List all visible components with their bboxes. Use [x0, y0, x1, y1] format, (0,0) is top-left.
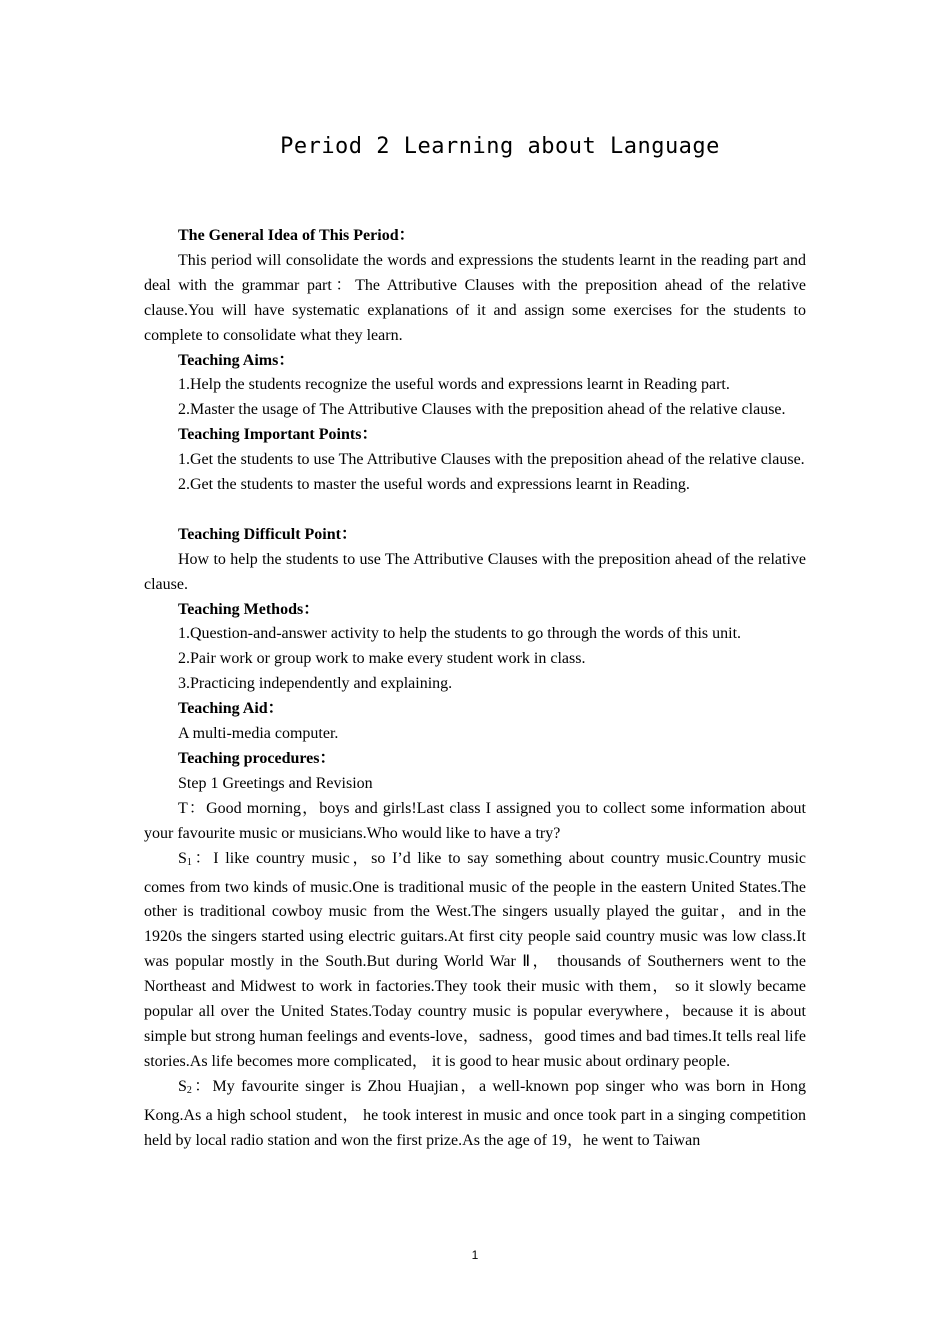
- student-2-line: $S_2$：My favourite singer is Zhou Huajian，a well-known pop singer who was born in Hong Kong.As a high school student， he took interest in music and once took part in a singing competition held by local radio station and won the first prize.As the age of 19，he went to Taiwan: [144, 1077, 806, 1149]
- difficult-point-text: How to help the students to use The Attributive Clauses with the preposition ahead of the relative clause.: [144, 550, 806, 593]
- important-point-item: 2.Get the students to master the useful words and expressions learnt in Reading.: [178, 476, 690, 494]
- blank-line: [144, 498, 806, 523]
- teaching-aim-item: 1.Help the students recognize the useful words and expressions learnt in Reading part.: [178, 376, 730, 394]
- teaching-aim-item: 2.Master the usage of The Attributive Clauses with the preposition ahead of the relative clause.: [178, 401, 786, 419]
- teaching-aims-heading: Teaching Aims：: [178, 351, 295, 369]
- teacher-line: T：Good morning，boys and girls!Last class I assigned you to collect some information about your favourite music or musicians.Who would like to have a try?: [144, 799, 806, 842]
- student-1-line: $S_1$：I like country music，so I’d like to say something about country music.Country music comes from two kinds of music.One is traditional music of the people in the eastern United States.The other is traditional cowboy music from the West.The singers usually played the guitar，and in the 1920s the singers started using electric guitars.At first city people said country music was low class.It was popular mostly in the South.But during World War Ⅱ， thousands of Southerners went to the Northeast and Midwest to work in factories.They took their music with them， so it slowly became popular all over the United States.Today country music is popular everywhere，because it is about simple but strong human feelings and events-love，sadness，good times and bad times.It tells real life stories.As life becomes more complicated， it is good to hear music about ordinary people.: [144, 849, 806, 1070]
- important-points-heading: Teaching Important Points：: [178, 426, 378, 444]
- method-item: 1.Question-and-answer activity to help the students to go through the words of this unit.: [178, 625, 742, 643]
- important-point-item: 1.Get the students to use The Attributive Clauses with the preposition ahead of the relative clause.: [178, 451, 805, 469]
- difficult-point-heading: Teaching Difficult Point：: [178, 525, 357, 543]
- step-1-title: Step 1 Greetings and Revision: [178, 774, 373, 792]
- method-item: 2.Pair work or group work to make every student work in class.: [178, 650, 586, 668]
- general-idea-text: This period will consolidate the words and expressions the students learnt in the reading part and deal with the grammar part：The Attributive Clauses with the preposition ahead of the relative clause.You will have systematic explanations of it and assign some exercises for the students to complete to consolidate what they learn.: [144, 251, 806, 344]
- general-idea-heading: The General Idea of This Period：: [178, 227, 415, 244]
- aid-heading: Teaching Aid：: [178, 700, 284, 718]
- procedures-heading: Teaching procedures：: [178, 750, 336, 768]
- document-body: [144, 224, 806, 1154]
- page-title: Period 2 Learning about Language: [280, 134, 720, 159]
- aid-text: A multi-media computer.: [178, 725, 339, 743]
- methods-heading: Teaching Methods：: [178, 600, 320, 618]
- method-item: 3.Practicing independently and explaining.: [178, 675, 453, 693]
- page-number: 1: [471, 1248, 479, 1262]
